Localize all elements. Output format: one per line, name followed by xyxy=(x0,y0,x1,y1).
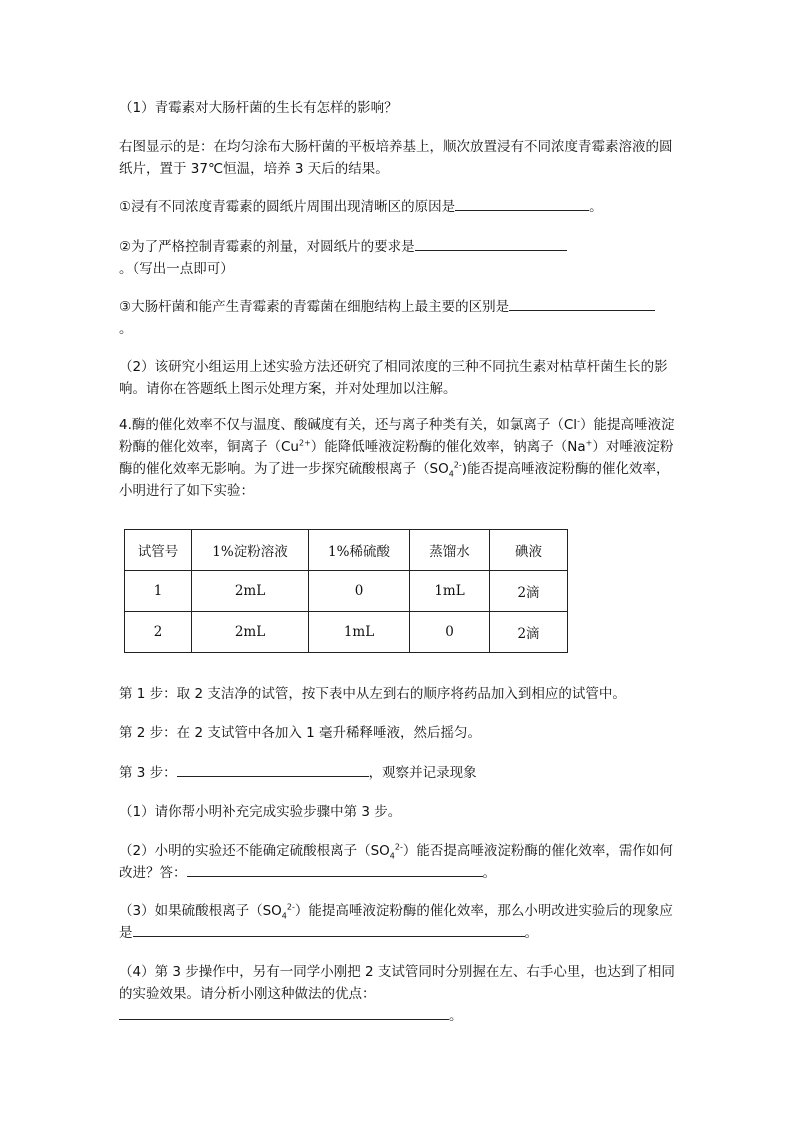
step-3-label: 第 3 步： xyxy=(119,765,177,781)
sq3-part-2: ）能提高唾液淀粉酶的催化效率，那么小明改进实验后的现象应是 xyxy=(119,903,673,941)
punct: 。 xyxy=(524,925,538,941)
sub-question-3 xyxy=(119,900,675,944)
table-cell: 2 xyxy=(125,612,192,653)
table-cell: 0 xyxy=(410,612,490,653)
answer-blank-2[interactable] xyxy=(415,236,567,251)
punct: 。 xyxy=(119,321,133,337)
q1-item-3 xyxy=(119,296,675,340)
cu-charge: 2+ xyxy=(298,438,311,448)
q1-heading: （1）青霉素对大肠杆菌的生长有怎样的影响？ xyxy=(119,100,398,116)
q4-intro-part-5: )能否提高唾液淀粉酶的催化效率，小明进行了如下实验： xyxy=(119,461,670,499)
so4-subscript: 4 xyxy=(389,851,395,861)
sq3-part-1: （3）如果硫酸根离子（SO xyxy=(119,903,282,919)
table-cell: 2mL xyxy=(192,571,309,612)
table-cell: 2滴 xyxy=(490,571,568,612)
q1-description: 右图显示的是：在均匀涂布大肠杆菌的平板培养基上，顺次放置浸有不同浓度青霉素溶液的圆纸片，置于 37℃恒温，培养 3 天后的结果。 xyxy=(119,139,673,177)
table-cell: 2mL xyxy=(192,612,309,653)
answer-blank-3[interactable] xyxy=(509,296,655,311)
q4-intro-part-2: ）能提高唾液淀粉酶的催化效率，铜离子（Cu xyxy=(119,417,675,455)
step-1: 第 1 步：取 2 支洁净的试管，按下表中从左到右的顺序将药品加入到相应的试管中。 xyxy=(119,686,626,702)
sq4-text: （4）第 3 步操作中，另有一同学小刚把 2 支试管同时分别握在左、右手心里，也达到了相同的实验效果。请分析小刚这种做法的优点： xyxy=(119,964,675,1002)
table-row xyxy=(125,612,568,653)
answer-blank-sq3[interactable] xyxy=(133,922,525,937)
table-row xyxy=(125,571,568,612)
q1-item-2 xyxy=(119,236,675,280)
table-cell: 1 xyxy=(125,571,192,612)
table-header-row xyxy=(125,530,568,571)
answer-blank-sq2[interactable] xyxy=(187,862,483,877)
q4-intro-part-4: ）对唾液淀粉酶的催化效率无影响。为了进一步探究硫酸根离子（SO xyxy=(119,439,674,477)
header-starch: 1%淀粉溶液 xyxy=(192,530,309,571)
q1-item-1-text: ①浸有不同浓度青霉素的圆纸片周围出现清晰区的原因是 xyxy=(119,199,456,215)
q1-item-1 xyxy=(119,196,675,218)
table-cell: 1mL xyxy=(309,612,410,653)
table-cell: 0 xyxy=(309,571,410,612)
table-cell: 1mL xyxy=(410,571,490,612)
q1-item-2-text: ②为了严格控制青霉素的剂量，对圆纸片的要求是 xyxy=(119,239,415,255)
punct: 。 xyxy=(449,1008,463,1024)
sq2-part-1: （2）小明的实验还不能确定硫酸根离子（SO xyxy=(119,843,390,859)
so4-subscript: 4 xyxy=(448,469,454,479)
table-cell: 2滴 xyxy=(490,612,568,653)
header-tube: 试管号 xyxy=(125,530,192,571)
header-iodine: 碘液 xyxy=(490,530,568,571)
step-3-suffix: ，观察并记录现象 xyxy=(368,765,477,781)
na-charge: + xyxy=(585,438,593,448)
q1-item-3-text: ③大肠杆菌和能产生青霉素的青霉菌在细胞结构上最主要的区别是 xyxy=(119,299,510,315)
q4-intro-part-1: 4.酶的催化效率不仅与温度、酸碱度有关，还与离子种类有关，如氯离子（Cl xyxy=(119,417,578,433)
experiment-table xyxy=(124,529,568,653)
sub-question-2 xyxy=(119,840,675,884)
so4-charge: 2- xyxy=(453,460,462,470)
so4-charge: 2- xyxy=(394,842,403,852)
answer-blank-step3[interactable] xyxy=(177,762,369,777)
sub-question-4 xyxy=(119,961,675,1027)
cl-charge: - xyxy=(577,416,580,426)
step-2: 第 2 步：在 2 支试管中各加入 1 毫升稀释唾液，然后摇匀。 xyxy=(119,725,482,741)
answer-blank-1[interactable] xyxy=(455,196,589,211)
so4-charge: 2- xyxy=(286,902,295,912)
q2-text: （2）该研究小组运用上述实验方法还研究了相同浓度的三种不同抗生素对枯草杆菌生长的影响。请你在答题纸上图示处理方案，并对处理加以注解。 xyxy=(119,359,668,397)
sq2-part-2: ）能否提高唾液淀粉酶的催化效率，需作如何改进？答： xyxy=(119,843,673,881)
sub-question-1: （1）请你帮小明补充完成实验步骤中第 3 步。 xyxy=(119,804,402,820)
punct: 。 xyxy=(589,199,603,215)
answer-blank-sq4[interactable] xyxy=(119,1005,449,1020)
q1-item-2-note: 。（写出一点即可） xyxy=(119,261,234,277)
punct: 。 xyxy=(482,865,496,881)
header-acid: 1%稀硫酸 xyxy=(309,530,410,571)
q4-intro-part-3: ）能降低唾液淀粉酶的催化效率，钠离子（Na xyxy=(310,439,586,455)
q4-intro xyxy=(119,414,675,502)
step-3 xyxy=(119,762,675,784)
header-water: 蒸馏水 xyxy=(410,530,490,571)
so4-subscript: 4 xyxy=(281,911,287,921)
